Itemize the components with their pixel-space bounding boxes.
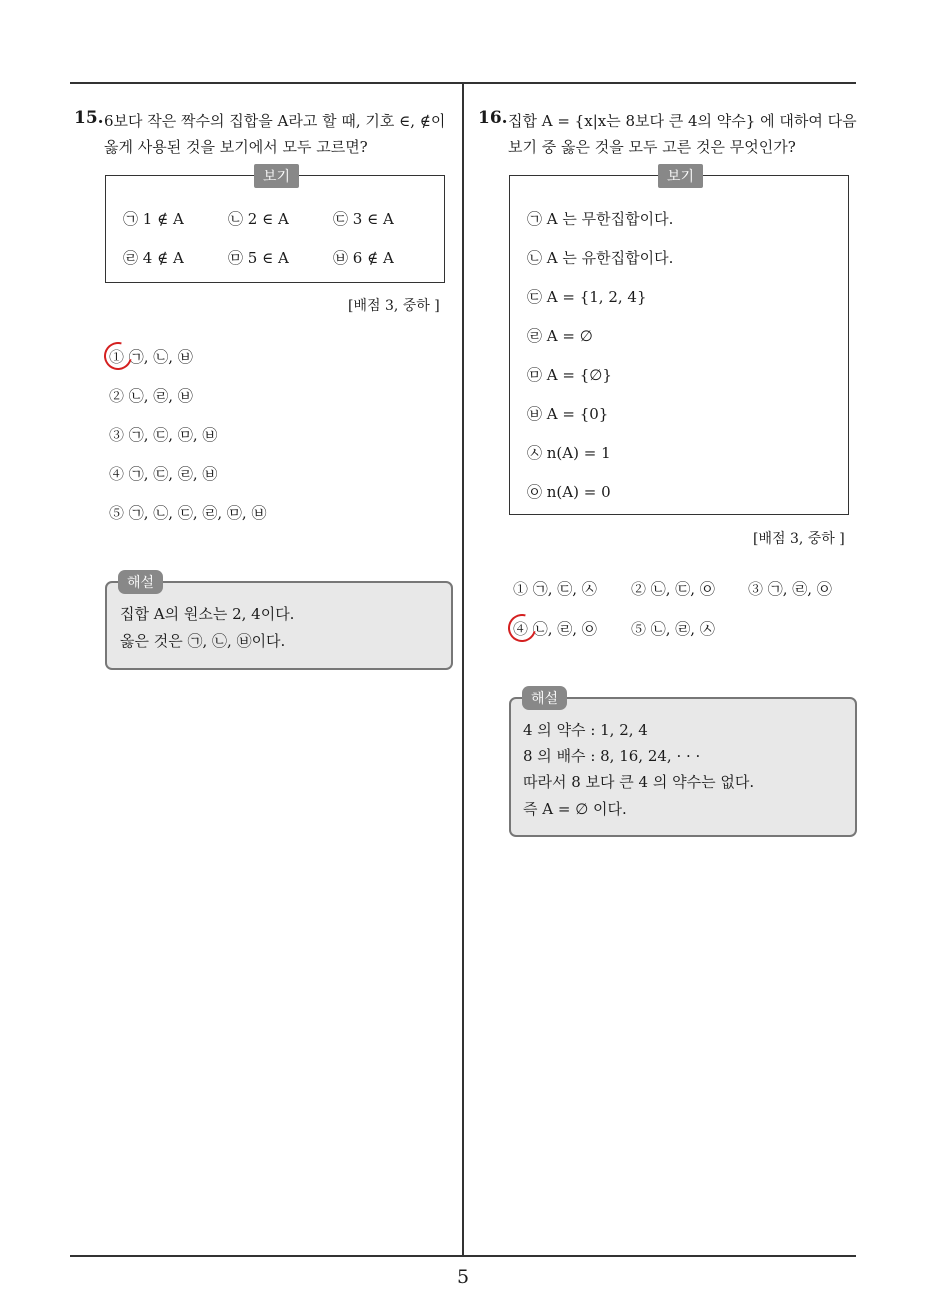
example-item: ㉥ 6 ∉ A: [333, 249, 394, 267]
answer-choice[interactable]: ② ㉡, ㉢, ㉧: [631, 580, 715, 598]
answer-mark-circle: [99, 337, 137, 375]
answer-choice[interactable]: ⑤ ㉡, ㉣, ㉦: [631, 620, 715, 638]
question-text-line1: 6보다 작은 짝수의 집합을 A라고 할 때, 기호 ∈, ∉이: [104, 112, 446, 130]
question-number: 15.: [74, 108, 104, 128]
column-divider: [462, 82, 464, 1257]
example-item: ㉦ n(A) = 1: [527, 444, 611, 462]
question-text-line2: 옳게 사용된 것을 보기에서 모두 고르면?: [104, 138, 368, 156]
page-number: 5: [456, 1266, 470, 1288]
example-item: ㉧ n(A) = 0: [527, 483, 611, 501]
example-item: ㉥ A = {0}: [527, 405, 609, 423]
solution-line: 따라서 8 보다 큰 4 의 약수는 없다.: [523, 773, 755, 791]
question-text-line2: 보기 중 옳은 것을 모두 고른 것은 무엇인가?: [508, 138, 796, 156]
example-item: ㉢ 3 ∈ A: [333, 210, 394, 228]
solution-label: 해설: [118, 570, 163, 594]
example-item: ㉤ A = {∅}: [527, 366, 612, 384]
question-number: 16.: [478, 108, 508, 128]
score-info: [배점 3, 중하 ]: [348, 298, 440, 314]
example-item: ㉠ A 는 무한집합이다.: [527, 210, 674, 228]
question-text-line1: 집합 A = {x|x는 8보다 큰 4의 약수} 에 대하여 다음: [508, 112, 857, 130]
example-box-label: 보기: [658, 164, 703, 188]
answer-choice[interactable]: ① ㉠, ㉡, ㉥: [109, 348, 193, 366]
solution-line: 옳은 것은 ㉠, ㉡, ㉥이다.: [120, 632, 286, 650]
example-item: ㉡ A 는 유한집합이다.: [527, 249, 674, 267]
bottom-rule: [70, 1255, 856, 1257]
answer-choice[interactable]: ① ㉠, ㉢, ㉦: [513, 580, 597, 598]
example-item: ㉣ A = ∅: [527, 327, 593, 345]
solution-box: [105, 581, 453, 670]
example-item: ㉢ A = {1, 2, 4}: [527, 288, 647, 306]
solution-line: 4 의 약수 : 1, 2, 4: [523, 721, 648, 739]
solution-label: 해설: [522, 686, 567, 710]
answer-choice[interactable]: ③ ㉠, ㉢, ㉤, ㉥: [109, 426, 218, 444]
score-info: [배점 3, 중하 ]: [753, 531, 845, 547]
answer-choice[interactable]: ④ ㉡, ㉣, ㉧: [513, 620, 597, 638]
answer-choice[interactable]: ⑤ ㉠, ㉡, ㉢, ㉣, ㉤, ㉥: [109, 504, 267, 522]
answer-choice[interactable]: ② ㉡, ㉣, ㉥: [109, 387, 193, 405]
solution-line: 즉 A = ∅ 이다.: [523, 800, 627, 818]
answer-mark-circle: [503, 609, 541, 647]
example-item: ㉣ 4 ∉ A: [123, 249, 184, 267]
solution-line: 8 의 배수 : 8, 16, 24, · · ·: [523, 747, 701, 765]
example-item: ㉤ 5 ∈ A: [228, 249, 289, 267]
example-box-label: 보기: [254, 164, 299, 188]
example-item: ㉡ 2 ∈ A: [228, 210, 289, 228]
example-item: ㉠ 1 ∉ A: [123, 210, 184, 228]
answer-choice[interactable]: ③ ㉠, ㉣, ㉧: [748, 580, 832, 598]
solution-line: 집합 A의 원소는 2, 4이다.: [120, 605, 295, 623]
answer-choice[interactable]: ④ ㉠, ㉢, ㉣, ㉥: [109, 465, 218, 483]
